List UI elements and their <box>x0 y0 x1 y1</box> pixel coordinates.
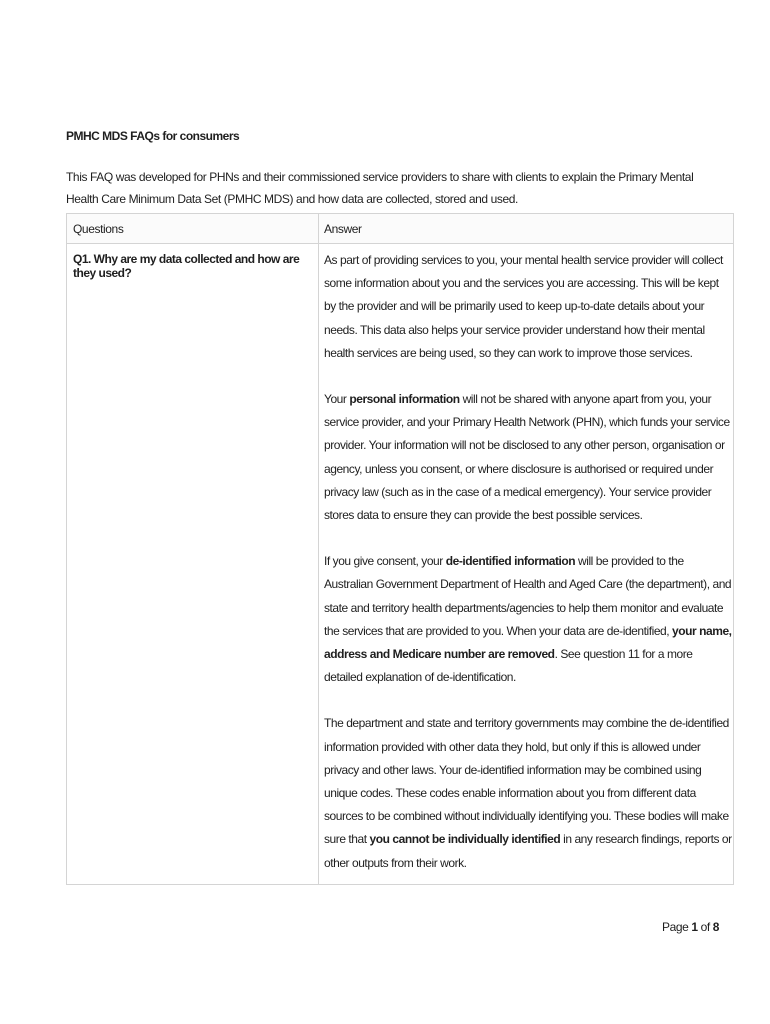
header-answer: Answer <box>324 222 362 236</box>
p3-bold-removed: your name, address and Medicare number are removed <box>324 623 732 662</box>
p3-text-a: If you give consent, your <box>324 554 446 569</box>
p3-text-c: will be provided to the Australian Government Department of Health and Aged Care (the department), and state and territory health departments/agencies to help them monitor and evaluate the services that are provided to you. When your data are de-identified, <box>324 554 732 638</box>
p4-bold-not-identified: you cannot be individually identified <box>369 832 561 847</box>
answer-q1 <box>324 249 732 898</box>
p2-bold-personal-information: personal information <box>349 392 460 407</box>
header-questions: Questions <box>73 222 124 236</box>
answer-paragraph-2 <box>324 388 732 527</box>
p2-text-c: will not be shared with anyone apart from you, your service provider, and your Primary Health Network (PHN), which funds your service provider. Your information will not be disclosed to any other person, organisation or agency, unless you consent, or where disclosure is authorised or required under privacy law (such as in the case of a medical emergency). Your service provider stores data to ensure they can provide the best possible services. <box>324 392 730 523</box>
p2-text-a: Your <box>324 392 350 407</box>
page-prefix: Page <box>662 920 692 934</box>
question-q1: Q1. Why are my data collected and how are they used? <box>73 252 300 280</box>
answer-paragraph-1: As part of providing services to you, your mental health service provider will collect some information about you and the services you are accessing. This will be kept by the provider and will be primarily used to keep up-to-date details about your needs. This data also helps your service provider understand how their mental health services are being used, so they can work to improve those services. <box>324 253 723 360</box>
table-header-row <box>67 214 733 244</box>
answer-paragraph-3 <box>324 550 732 689</box>
column-divider <box>318 214 319 884</box>
p3-text-e: . See question 11 for a more detailed explanation of de-identification. <box>324 647 693 685</box>
answer-paragraph-4 <box>324 712 732 874</box>
page-total: 8 <box>712 920 720 934</box>
page-current: 1 <box>691 920 698 934</box>
p4-text-a: The department and state and territory governments may combine the de-identified information provided with other data they hold, but only if this is allowed under privacy and other laws. Your de-identified information may be combined using unique codes. These codes enable information about you from different data sources to be combined without individually identifying you. These bodies will make sure that <box>324 716 729 847</box>
faq-table <box>66 213 734 885</box>
p4-text-c: in any research findings, reports or other outputs from their work. <box>324 832 732 870</box>
page-number <box>662 920 719 934</box>
document-title: PMHC MDS FAQs for consumers <box>66 129 240 143</box>
p3-bold-deidentified-information: de-identified information <box>445 554 576 569</box>
intro-paragraph: This FAQ was developed for PHNs and their commissioned service providers to share with clients to explain the Primary Mental Health Care Minimum Data Set (PMHC MDS) and how data are collected, stored and used. <box>66 170 694 206</box>
page-of: of <box>697 920 713 934</box>
